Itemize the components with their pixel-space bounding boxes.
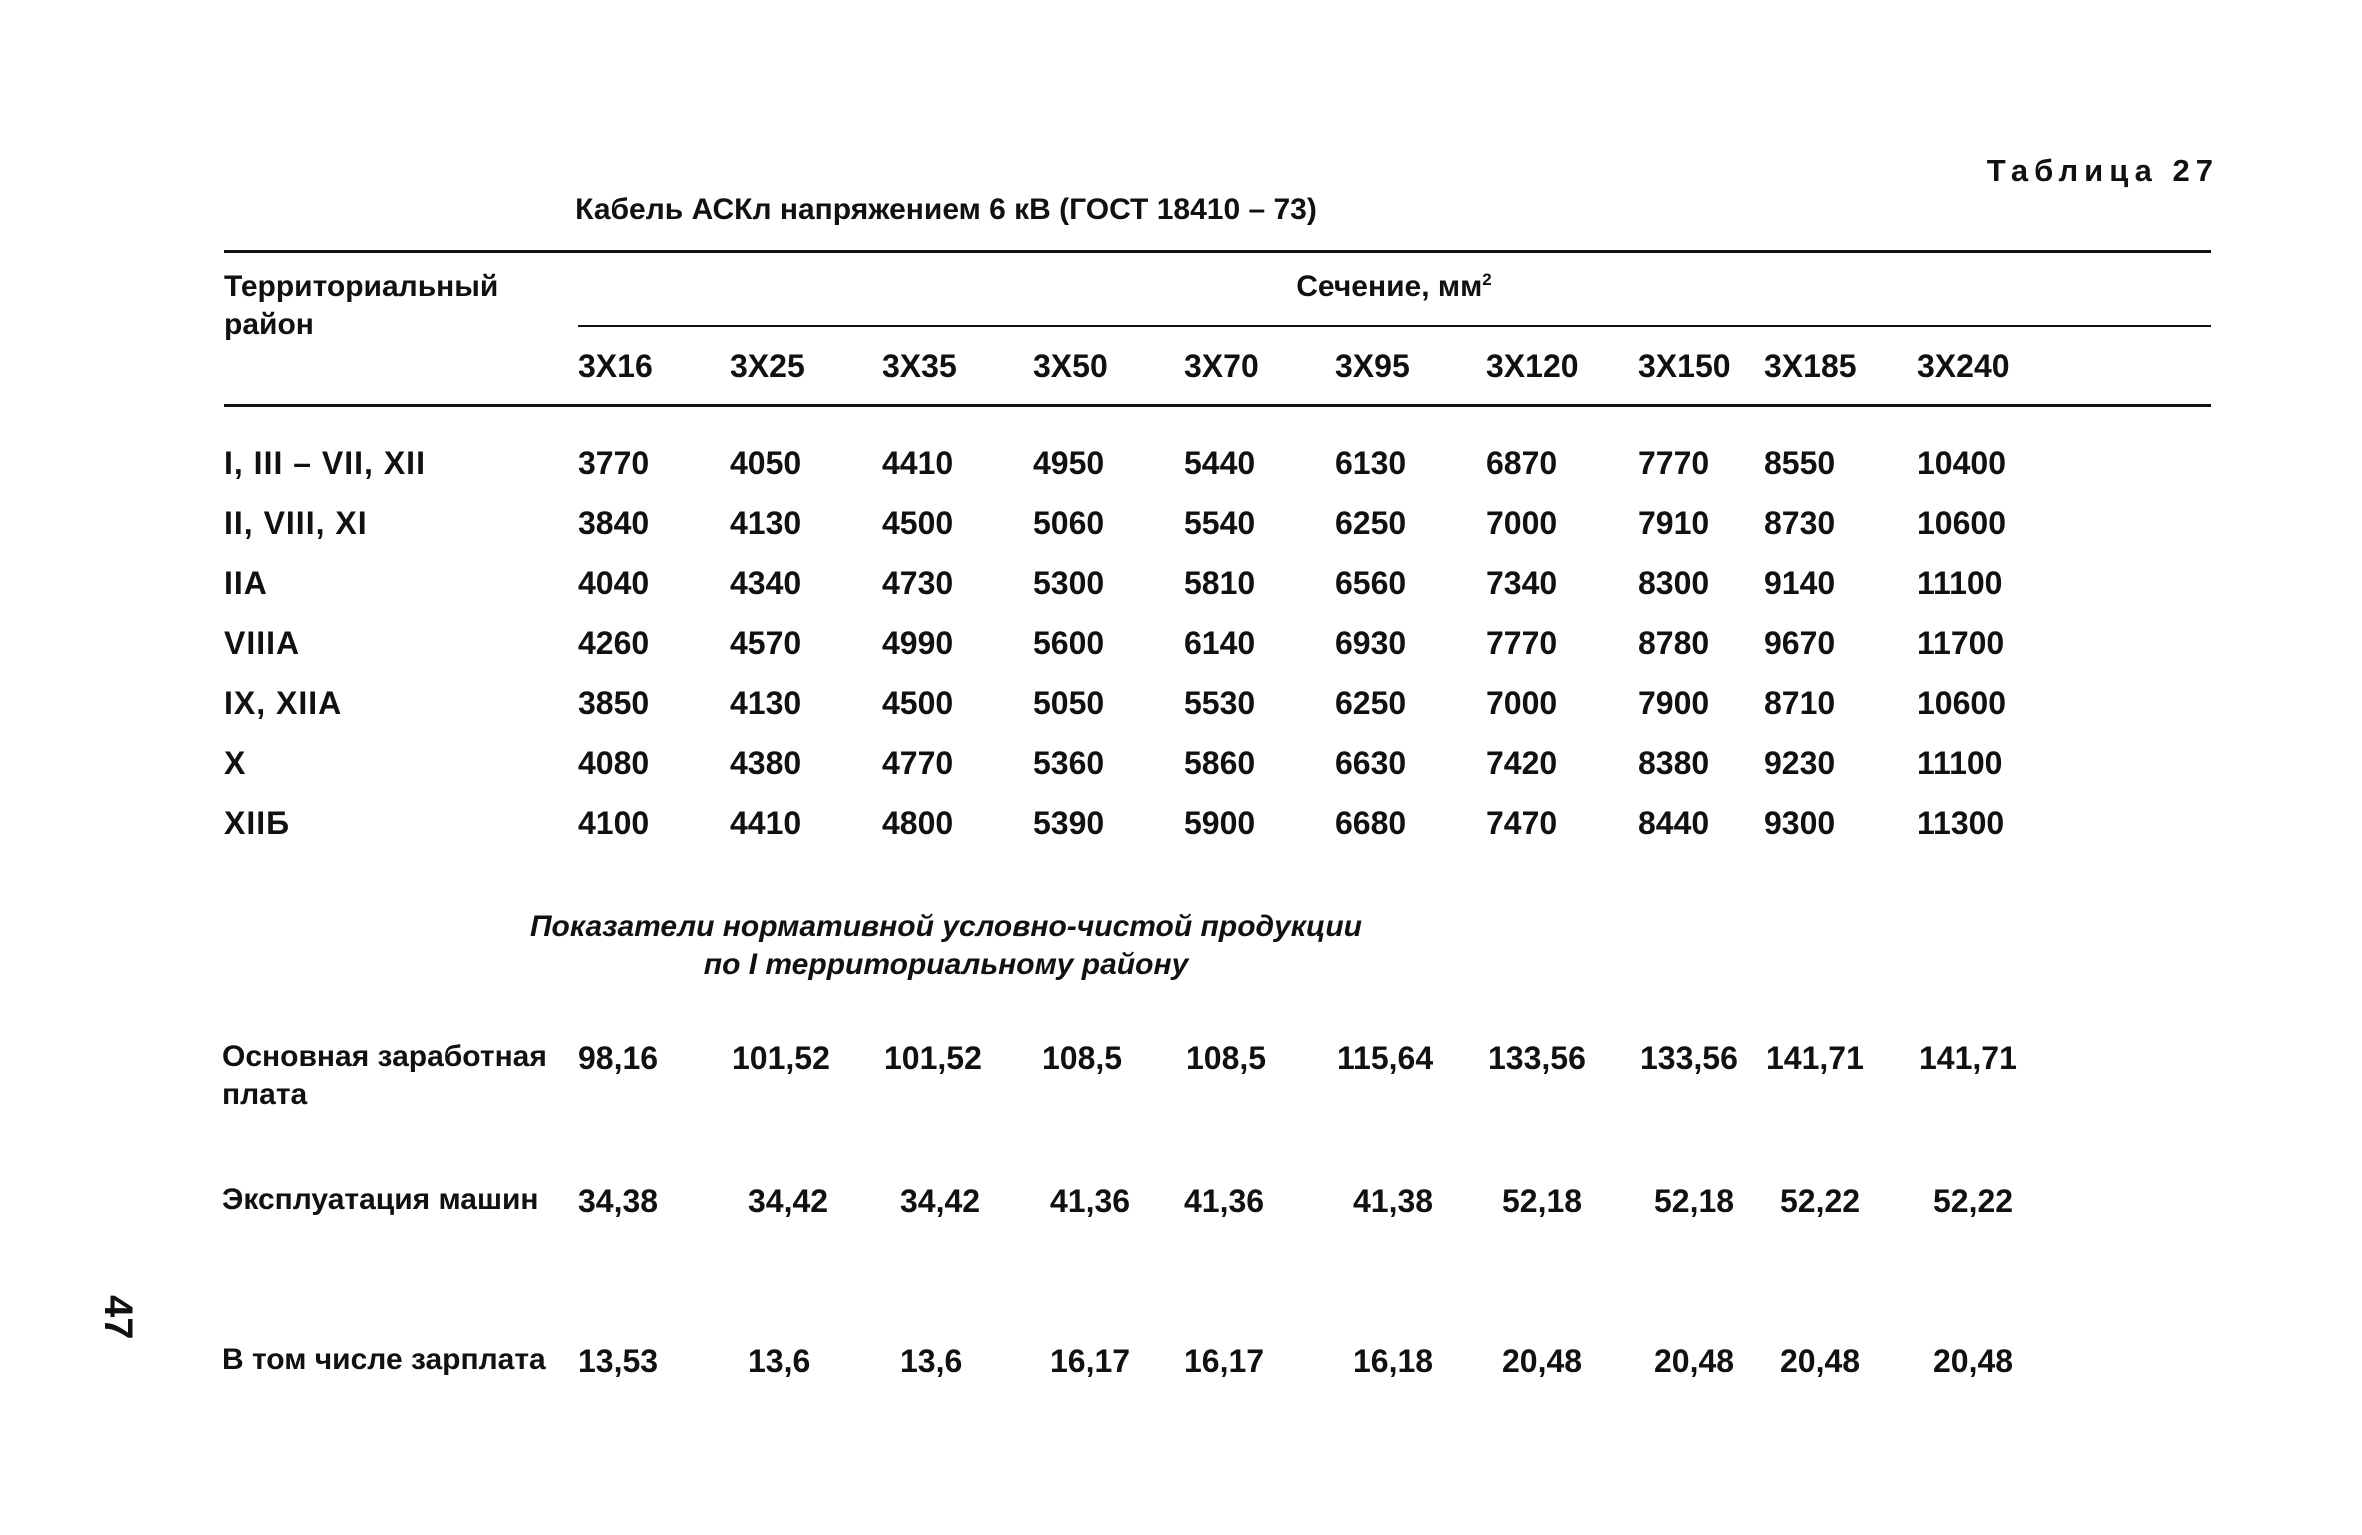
table-cell: 6250 <box>1335 685 1407 721</box>
indicator-value: 41,38 <box>1353 1183 1434 1219</box>
table-cell: 8440 <box>1638 805 1710 841</box>
table-cell: 3840 <box>578 505 650 541</box>
table-cell: 4040 <box>578 565 650 601</box>
table-cell: 8380 <box>1638 745 1710 781</box>
indicator-value: 20,48 <box>1502 1343 1583 1379</box>
table-cell: 4990 <box>882 625 954 661</box>
top-rule <box>224 250 2211 253</box>
indicator-label-line-1: В том числе зарплата <box>222 1343 546 1376</box>
table-cell: 4380 <box>730 745 802 781</box>
section-header-unit-sup: 2 <box>1482 270 1492 289</box>
table-cell: 9230 <box>1764 745 1836 781</box>
subtitle-line-1: Показатели нормативной условно-чистой продукции <box>529 910 1362 943</box>
table-cell: 6930 <box>1335 625 1407 661</box>
table-cell: 9300 <box>1764 805 1836 841</box>
row-district-label: XIIБ <box>224 805 291 841</box>
table-cell: 7900 <box>1638 685 1710 721</box>
indicator-label-line-2: плата <box>222 1078 308 1111</box>
column-header: 3Х150 <box>1638 348 1731 384</box>
indicator-value: 20,48 <box>1780 1343 1861 1379</box>
table-cell: 4410 <box>730 805 802 841</box>
table-cell: 6870 <box>1486 445 1558 481</box>
indicator-value: 41,36 <box>1050 1183 1131 1219</box>
row-district-label: I, III – VII, XII <box>224 445 426 481</box>
table-cell: 3770 <box>578 445 650 481</box>
row-district-label: X <box>224 745 247 781</box>
indicator-value: 101,52 <box>732 1040 830 1076</box>
row-district-label: IX, XIIA <box>224 685 343 721</box>
column-header: 3Х35 <box>882 348 957 384</box>
indicator-value: 108,5 <box>1042 1040 1123 1076</box>
indicator-value: 52,18 <box>1502 1183 1583 1219</box>
indicator-value: 52,18 <box>1654 1183 1735 1219</box>
column-header: 3Х50 <box>1033 348 1108 384</box>
table-cell: 5540 <box>1184 505 1256 541</box>
page-number: 47 <box>96 1295 140 1340</box>
column-header: 3Х16 <box>578 348 653 384</box>
column-header: 3Х185 <box>1764 348 1857 384</box>
table-title <box>0 193 2362 227</box>
indicator-value: 133,56 <box>1640 1040 1738 1076</box>
table-cell: 8730 <box>1764 505 1836 541</box>
table-cell: 8710 <box>1764 685 1836 721</box>
table-cell: 6630 <box>1335 745 1407 781</box>
table-cell: 4080 <box>578 745 650 781</box>
column-header: 3Х240 <box>1917 348 2010 384</box>
indicator-value: 141,71 <box>1766 1040 1864 1076</box>
table-cell: 7770 <box>1486 625 1558 661</box>
section-header-label: Сечение, мм <box>1296 270 1483 303</box>
indicator-value: 16,17 <box>1184 1343 1265 1379</box>
table-cell: 4130 <box>730 505 802 541</box>
column-header: 3Х25 <box>730 348 805 384</box>
indicator-value: 13,6 <box>748 1343 811 1379</box>
indicator-value: 16,18 <box>1353 1343 1434 1379</box>
table-cell: 8780 <box>1638 625 1710 661</box>
table-cell: 5900 <box>1184 805 1256 841</box>
table-cell: 4730 <box>882 565 954 601</box>
table-cell: 4410 <box>882 445 954 481</box>
table-cell: 5300 <box>1033 565 1105 601</box>
indicator-value: 16,17 <box>1050 1343 1131 1379</box>
table-cell: 5390 <box>1033 805 1105 841</box>
table-cell: 4800 <box>882 805 954 841</box>
table-cell: 6680 <box>1335 805 1407 841</box>
header-bottom-rule <box>224 404 2211 407</box>
table-cell: 4130 <box>730 685 802 721</box>
subtitle-line-2: по I территориальному району <box>703 948 1189 981</box>
table-cell: 5050 <box>1033 685 1105 721</box>
table-cell: 7770 <box>1638 445 1710 481</box>
table-cell: 10400 <box>1917 445 2006 481</box>
column-header: 3Х95 <box>1335 348 1410 384</box>
district-header: Территориальный район <box>224 270 499 341</box>
table-cell: 3850 <box>578 685 650 721</box>
indicator-value: 108,5 <box>1186 1040 1267 1076</box>
indicator-value: 34,42 <box>748 1183 829 1219</box>
table-cell: 10600 <box>1917 685 2006 721</box>
table-cell: 6560 <box>1335 565 1407 601</box>
indicator-value: 98,16 <box>578 1040 659 1076</box>
table-cell: 11700 <box>1917 625 2005 661</box>
table-cell: 4500 <box>882 505 954 541</box>
indicator-value: 34,42 <box>900 1183 981 1219</box>
indicator-value: 141,71 <box>1919 1040 2017 1076</box>
table-title-text: Кабель АСКл напряжением 6 кВ (ГОСТ 18410 – 73) <box>575 193 1317 226</box>
indicator-value: 41,36 <box>1184 1183 1265 1219</box>
indicator-value: 13,53 <box>578 1343 659 1379</box>
indicator-label <box>222 1181 539 1219</box>
table-cell: 7000 <box>1486 685 1558 721</box>
table-cell: 8300 <box>1638 565 1710 601</box>
table-cell: 9670 <box>1764 625 1836 661</box>
indicator-label <box>222 1341 546 1379</box>
table-cell: 7910 <box>1638 505 1710 541</box>
table-cell: 7470 <box>1486 805 1558 841</box>
table-cell: 4260 <box>578 625 650 661</box>
indicator-label-line-1: Основная заработная <box>222 1040 547 1073</box>
indicator-value: 52,22 <box>1933 1183 2014 1219</box>
section-rule <box>578 325 2211 327</box>
indicator-value: 34,38 <box>578 1183 659 1219</box>
indicator-value: 133,56 <box>1488 1040 1586 1076</box>
indicator-label-line-1: Эксплуатация машин <box>222 1183 539 1216</box>
table-cell: 5600 <box>1033 625 1105 661</box>
table-cell: 7000 <box>1486 505 1558 541</box>
table-cell: 4770 <box>882 745 954 781</box>
table-cell: 9140 <box>1764 565 1836 601</box>
table-cell: 10600 <box>1917 505 2006 541</box>
table-cell: 5810 <box>1184 565 1256 601</box>
table-cell: 5360 <box>1033 745 1105 781</box>
column-header: 3Х120 <box>1486 348 1579 384</box>
table-cell: 5860 <box>1184 745 1256 781</box>
table-cell: 6140 <box>1184 625 1256 661</box>
table-cell: 4050 <box>730 445 802 481</box>
table-cell: 11100 <box>1917 745 2003 781</box>
indicator-value: 101,52 <box>884 1040 982 1076</box>
table-cell: 5530 <box>1184 685 1256 721</box>
indicators-subtitle <box>0 908 2362 984</box>
row-district-label: IIA <box>224 565 268 601</box>
column-header: 3Х70 <box>1184 348 1259 384</box>
indicator-value: 115,64 <box>1337 1040 1434 1076</box>
table-cell: 4100 <box>578 805 650 841</box>
table-cell: 6250 <box>1335 505 1407 541</box>
indicator-value: 13,6 <box>900 1343 963 1379</box>
table-cell: 7420 <box>1486 745 1558 781</box>
table-cell: 6130 <box>1335 445 1407 481</box>
table-cell: 4950 <box>1033 445 1105 481</box>
row-district-label: II, VIII, XI <box>224 505 368 541</box>
indicator-label <box>222 1038 547 1114</box>
table-label: Таблица 27 <box>1986 153 2219 188</box>
table-cell: 8550 <box>1764 445 1836 481</box>
indicator-value: 52,22 <box>1780 1183 1861 1219</box>
table-cell: 5440 <box>1184 445 1256 481</box>
table-cell: 4570 <box>730 625 802 661</box>
table-cell: 7340 <box>1486 565 1558 601</box>
indicator-value: 20,48 <box>1654 1343 1735 1379</box>
table-cell: 4340 <box>730 565 802 601</box>
table-cell: 11100 <box>1917 565 2003 601</box>
table-cell: 5060 <box>1033 505 1105 541</box>
section-header <box>578 270 2210 304</box>
table-cell: 11300 <box>1917 805 2005 841</box>
table-cell: 4500 <box>882 685 954 721</box>
row-district-label: VIIIA <box>224 625 301 661</box>
indicator-value: 20,48 <box>1933 1343 2014 1379</box>
